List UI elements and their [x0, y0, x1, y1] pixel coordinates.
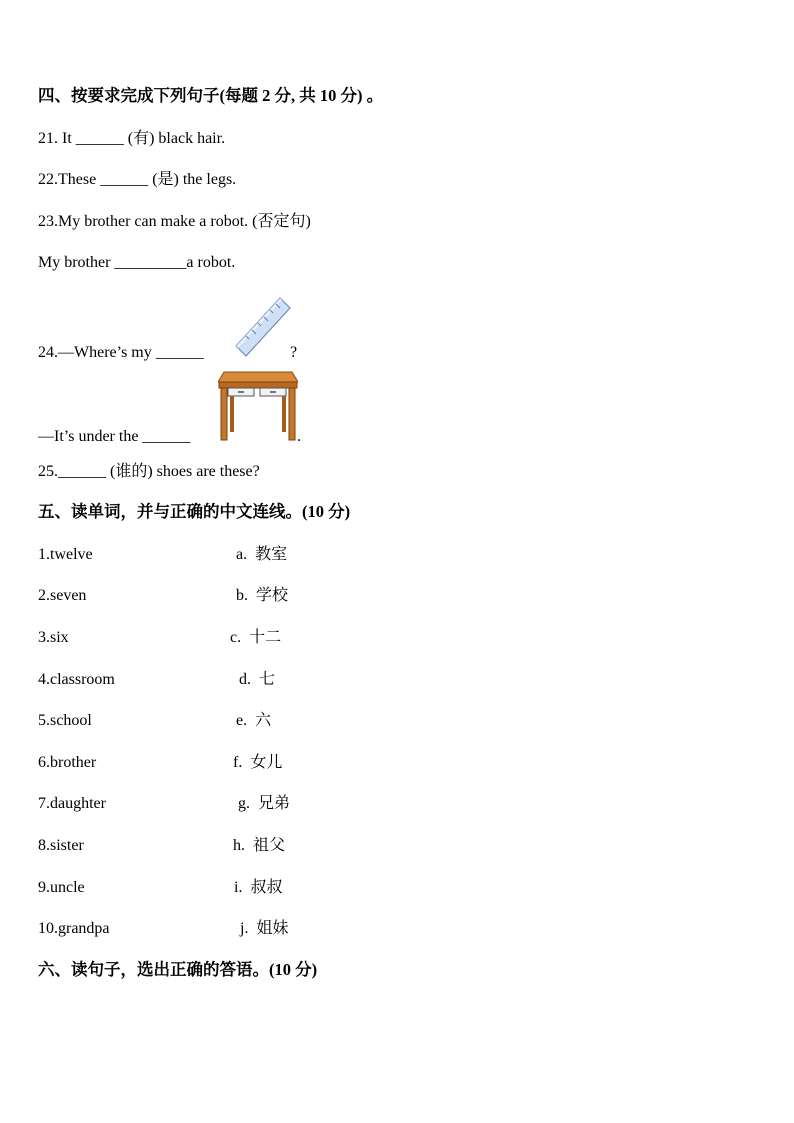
match-word-4: 4.classroom: [38, 671, 115, 688]
question-24-ask-mark: ?: [290, 344, 298, 361]
match-meaning-h: h. 祖父: [233, 837, 286, 854]
match-meaning-a: a. 教室: [236, 546, 288, 563]
match-word-2: 2.seven: [38, 587, 87, 604]
desk-icon: [218, 368, 298, 442]
section4-heading: 四、按要求完成下列句子(每题 2 分, 共 10 分) 。: [38, 86, 384, 105]
match-word-6: 6.brother: [38, 754, 97, 771]
ruler-icon: [232, 296, 292, 360]
match-meaning-d: d. 七: [239, 671, 276, 688]
question-23-answer: My brother _________a robot.: [38, 254, 236, 271]
question-25: 25.______ (谁的) shoes are these?: [38, 463, 260, 480]
match-meaning-f: f. 女儿: [233, 754, 283, 771]
match-word-1: 1.twelve: [38, 546, 93, 563]
match-word-8: 8.sister: [38, 837, 84, 854]
question-22: 22.These ______ (是) the legs.: [38, 171, 237, 188]
match-word-3: 3.six: [38, 629, 69, 646]
question-21: 21. It ______ (有) black hair.: [38, 130, 226, 147]
match-meaning-e: e. 六: [236, 712, 272, 729]
question-24-answer-period: .: [297, 428, 301, 445]
match-word-10: 10.grandpa: [38, 920, 110, 937]
match-meaning-g: g. 兄弟: [238, 795, 291, 812]
question-23: 23.My brother can make a robot. (否定句): [38, 213, 311, 230]
section6-heading: 六、读句子，选出正确的答语。(10 分): [38, 960, 318, 979]
match-word-5: 5.school: [38, 712, 92, 729]
question-24-answer: —It’s under the ______: [38, 428, 191, 445]
question-24-ask: 24.—Where’s my ______: [38, 344, 204, 361]
match-meaning-c: c. 十二: [230, 629, 282, 646]
match-meaning-b: b. 学校: [236, 587, 289, 604]
match-word-7: 7.daughter: [38, 795, 106, 812]
section5-heading: 五、读单词，并与正确的中文连线。(10 分): [38, 502, 351, 521]
match-word-9: 9.uncle: [38, 879, 85, 896]
match-meaning-j: j. 姐妹: [240, 920, 289, 937]
match-meaning-i: i. 叔叔: [234, 879, 283, 896]
